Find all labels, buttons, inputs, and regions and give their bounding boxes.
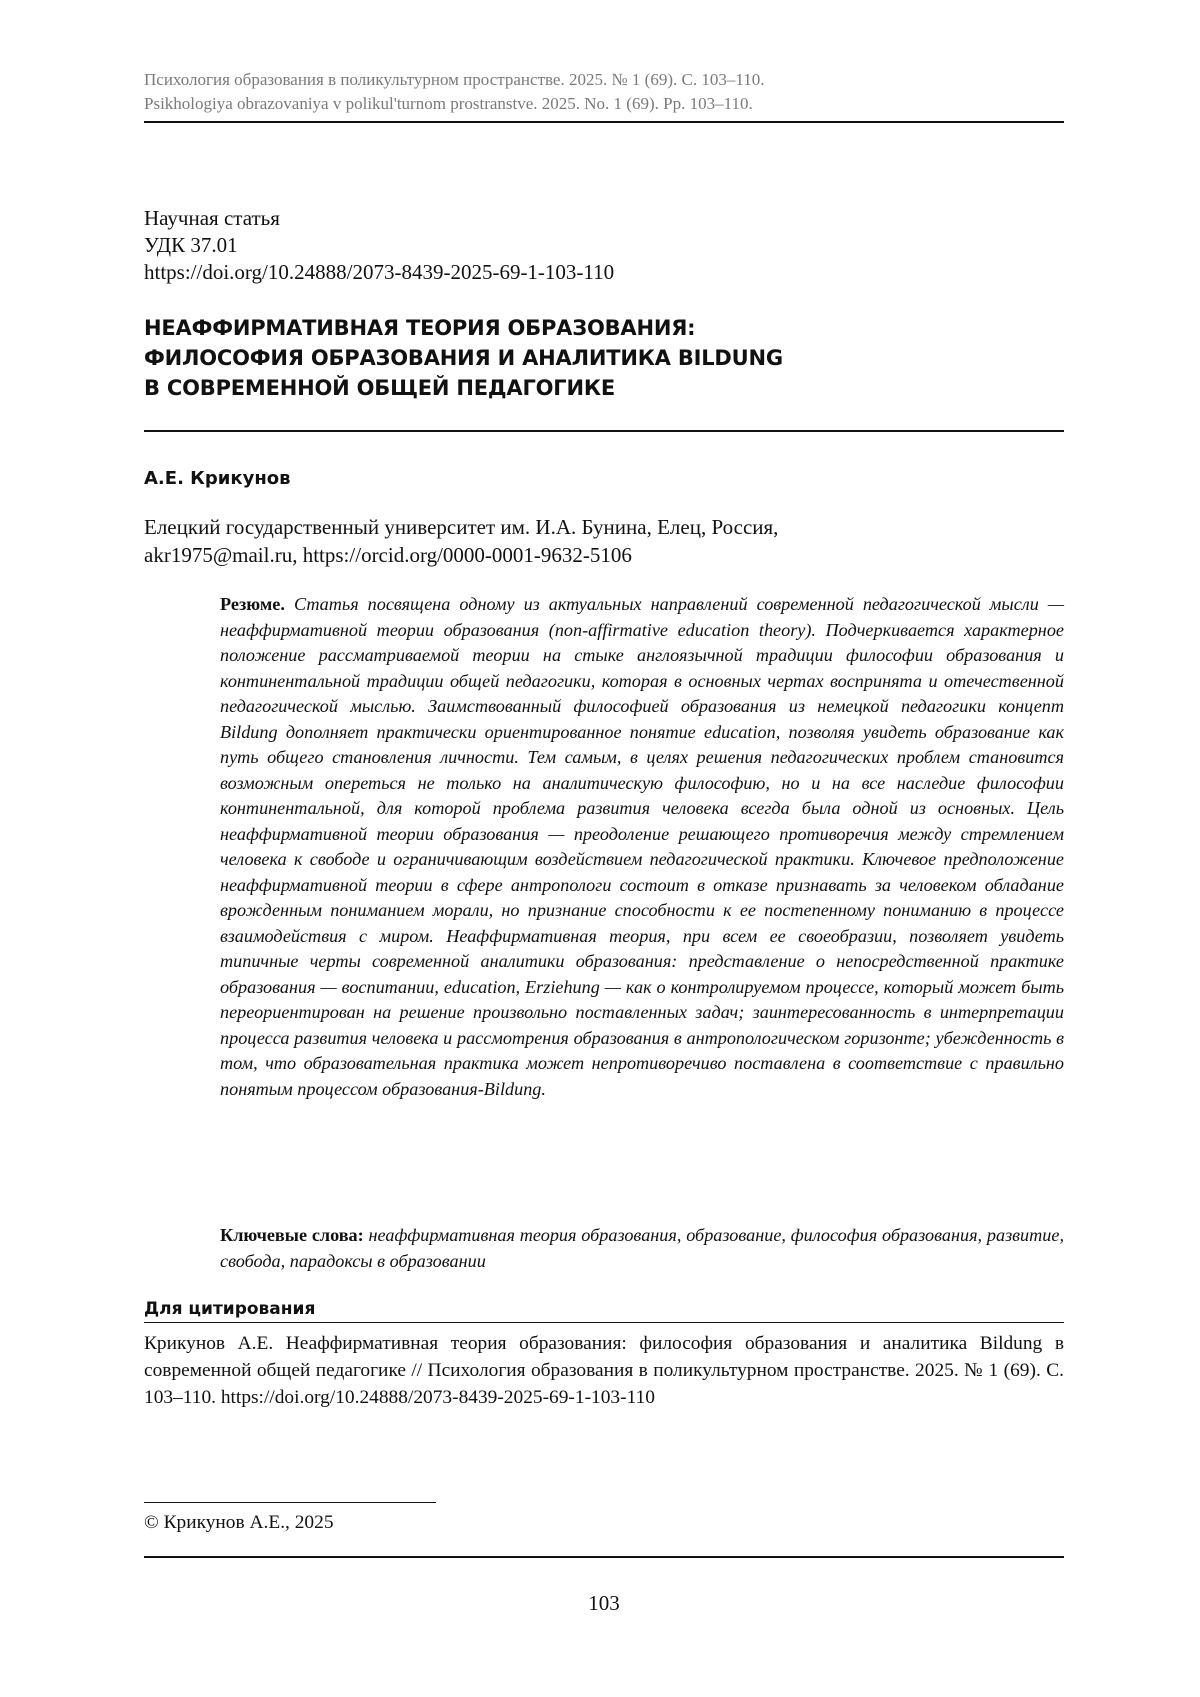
copyright-notice: © Крикунов А.Е., 2025	[144, 1510, 334, 1536]
running-head-transliterated: Psikhologiya obrazovaniya v polikul'turnom prostranstve. 2025. No. 1 (69). Pp. 103–110.	[144, 92, 1064, 116]
footer-divider	[144, 1556, 1064, 1558]
article-meta	[144, 205, 614, 286]
article-page	[144, 0, 1064, 1697]
citation-text: Крикунов А.Е. Неаффирмативная теория образования: философия образования и аналитика Bildung в современной общей педагогике // Психология образования в поликультурном про­странстве. 2025. № 1 (69). С. 103–110. https://doi.org/10.24888/2073-8439-2025-69-1-103-110	[144, 1330, 1064, 1411]
udc-code: УДК 37.01	[144, 232, 614, 259]
header-divider	[144, 121, 1064, 123]
footnote-divider	[144, 1502, 436, 1503]
author-affiliation	[144, 513, 1064, 569]
abstract-label: Резюме.	[220, 594, 285, 614]
article-type: Научная статья	[144, 205, 614, 232]
page-number: 103	[144, 1590, 1064, 1616]
keywords-label: Ключевые слова:	[220, 1225, 364, 1245]
title-line-3: В СОВРЕМЕННОЙ ОБЩЕЙ ПЕДАГОГИКЕ	[144, 373, 1064, 403]
keywords-text: неаффирмативная теория образования, образование, философия образования, развитие, свобода, парадоксы в образовании	[220, 1225, 1064, 1271]
citation-heading: Для цитирования	[144, 1297, 1064, 1323]
author-contacts[interactable]: akr1975@mail.ru, https://orcid.org/0000-0001-9632-5106	[144, 541, 1064, 569]
title-divider	[144, 430, 1064, 432]
author-name: А.Е. Крикунов	[144, 467, 291, 491]
abstract	[220, 592, 1064, 1102]
title-line-2: ФИЛОСОФИЯ ОБРАЗОВАНИЯ И АНАЛИТИКА BILDUNG	[144, 343, 1064, 373]
title-line-1: НЕАФФИРМАТИВНАЯ ТЕОРИЯ ОБРАЗОВАНИЯ:	[144, 313, 1064, 343]
article-title	[144, 313, 1064, 403]
running-head	[144, 68, 1064, 116]
running-head-russian: Психология образования в поликультурном пространстве. 2025. № 1 (69). С. 103–110.	[144, 68, 1064, 92]
abstract-text: Статья посвящена одному из актуальных направлений современной педагоги­ческой мысли — неаффирмативной теории образования (non-affirmative education theory). Подчеркивается характерное положение рассматриваемой теории на стыке англоязычной традиции философии образования и континентальной традиции общей педагогики, которая в основных чертах воспринята и отечественной педагогической мыслью. Заимствованный философией образования из немецкой педагогики концепт Bildung дополняет практически ориентированное понятие education, позволяя увидеть образование как путь общего становления личности. Тем самым, в целях решения педа­гогических проблем становится возможным опереться не только на аналитическую философию, но и на все наследие философии континентальной, для которой проблема развития человека всегда была одной из основных. Цель неаффирмативной теории об­разования — преодоление решающего противоречия между стремлением человека к свободе и ограничивающим воздействием педагогической практики. Ключевое предпо­ложение неаффирмативной теории в сфере антропологи состоит в отказе призна­вать за человеком обладание врожденным пониманием морали, но признание способно­сти к ее постепенному пониманию в процессе взаимодействия с миром. Неаффирма­тивная теория, при всем ее своеобразии, позволяет увидеть типичные черты со­временной аналитики образования: представление о непосредственной практике образования — воспитании, education, Erziehung — как о контролируемом процессе, ко­торый может быть переориентирован на решение произвольно поставленных задач; заинтересованность в интерпретации процесса развития человека и рассмотрения об­разования в антропологическом горизонте; убежденность в том, что образовательная практика может непротиворечиво поставлена в соответствие с правильно понятым процессом образования-Bildung.	[220, 594, 1064, 1099]
affiliation-text: Елецкий государственный университет им. И.А. Бунина, Елец, Россия,	[144, 513, 1064, 541]
keywords	[220, 1223, 1064, 1274]
doi-link[interactable]: https://doi.org/10.24888/2073-8439-2025-69-1-103-110	[144, 259, 614, 286]
